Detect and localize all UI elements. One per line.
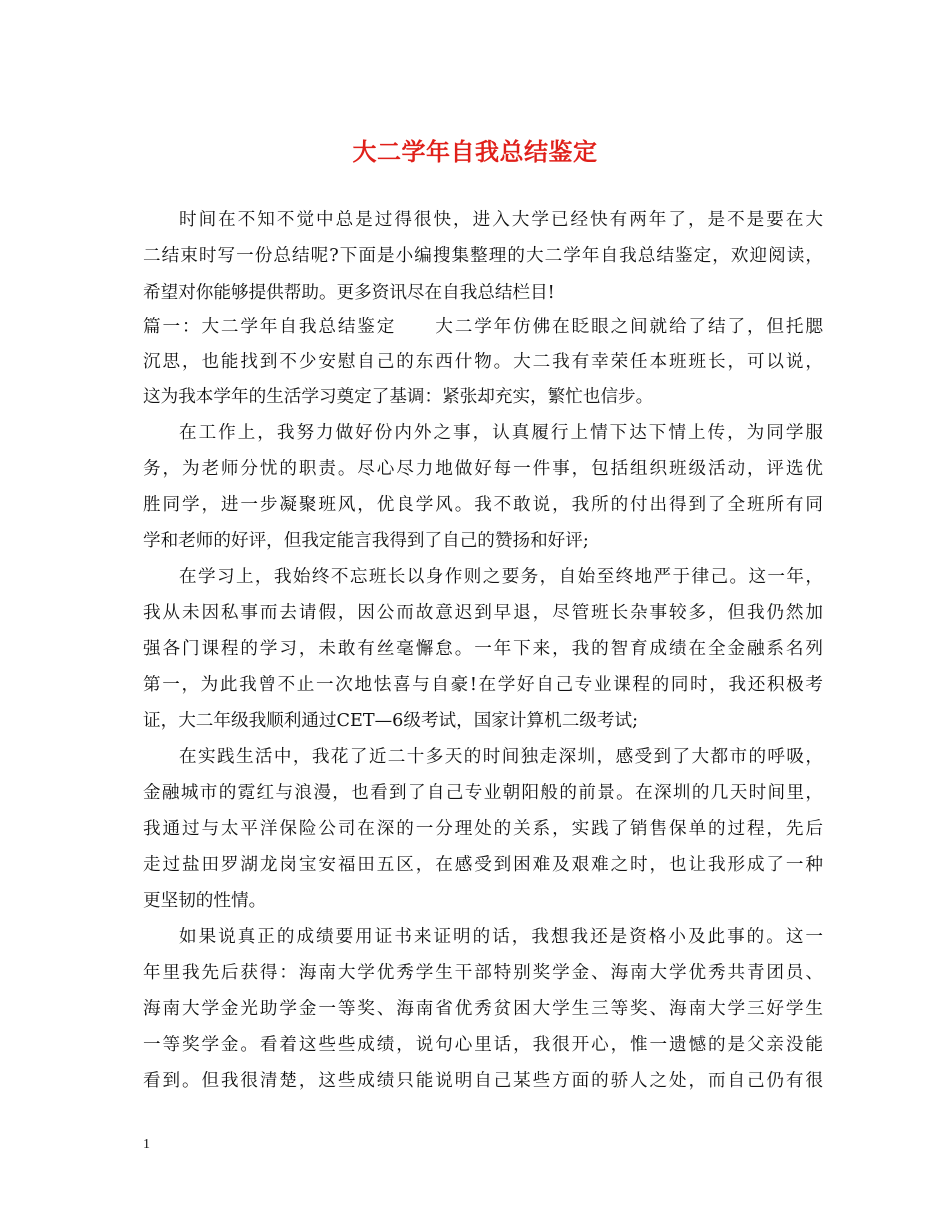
- text-line: 沉思，也能找到不少安慰自己的东西什物。大二我有幸荣任本班班长，可以说，: [143, 352, 823, 372]
- text-line: 金融城市的霓红与浪漫，也看到了自己专业朝阳般的前景。在深圳的几天时间里，: [143, 783, 823, 803]
- text-line: 我从未因私事而去请假，因公而故意迟到早退，尽管班长杂事较多，但我仍然加: [143, 603, 823, 623]
- text-line: 走过盐田罗湖龙岗宝安福田五区，在感受到困难及艰难之时，也让我形成了一种: [143, 855, 823, 875]
- text-line: 胜同学，进一步凝聚班风，优良学风。我不敢说，我所的付出得到了全班所有同: [143, 495, 823, 515]
- text-line: 学和老师的好评，但我定能言我得到了自己的赞扬和好评;: [143, 531, 589, 551]
- text-line: 篇一：大二学年自我总结鉴定 大二学年仿佛在眨眼之间就给了结了，但托腮: [143, 317, 823, 337]
- text-line: 更坚韧的性情。: [143, 891, 267, 911]
- text-line: 海南大学金光助学金一等奖、海南省优秀贫困大学生三等奖、海南大学三好学生: [143, 999, 823, 1019]
- text-line: 在工作上，我努力做好份内外之事，认真履行上情下达下情上传，为同学服: [179, 423, 823, 443]
- text-line: 在学习上，我始终不忘班长以身作则之要务，自始至终地严于律己。这一年，: [179, 567, 823, 587]
- text-line: 希望对你能够提供帮助。更多资讯尽在自我总结栏目!: [143, 283, 555, 303]
- text-line: 这为我本学年的生活学习奠定了基调：紧张却充实，繁忙也信步。: [143, 387, 654, 407]
- text-line: 年里我先后获得：海南大学优秀学生干部特别奖学金、海南大学优秀共青团员、: [143, 963, 823, 983]
- text-line: 第一，为此我曾不止一次地怯喜与自豪!在学好自己专业课程的同时，我还积极考: [143, 675, 823, 695]
- text-line: 一等奖学金。看着这些些成绩，说句心里话，我很开心，惟一遗憾的是父亲没能: [143, 1035, 823, 1055]
- text-line: 务，为老师分忧的职责。尽心尽力地做好每一件事，包括组织班级活动，评选优: [143, 459, 823, 479]
- page-number: 1: [143, 1137, 150, 1152]
- text-line: 我通过与太平洋保险公司在深的一分理处的关系，实践了销售保单的过程，先后: [143, 819, 823, 839]
- document-title: 大二学年自我总结鉴定: [352, 137, 598, 166]
- text-line: 二结束时写一份总结呢?下面是小编搜集整理的大二学年自我总结鉴定，欢迎阅读，: [143, 246, 823, 266]
- text-line: 在实践生活中，我花了近二十多天的时间独走深圳，感受到了大都市的呼吸，: [179, 747, 823, 767]
- text-line: 如果说真正的成绩要用证书来证明的话，我想我还是资格小及此事的。这一: [179, 927, 823, 947]
- text-line: 证，大二年级我顺利通过CET—6级考试，国家计算机二级考试;: [143, 711, 639, 731]
- text-line: 看到。但我很清楚，这些成绩只能说明自己某些方面的骄人之处，而自己仍有很: [143, 1071, 823, 1091]
- text-line: 时间在不知不觉中总是过得很快，进入大学已经快有两年了，是不是要在大: [179, 210, 823, 230]
- text-line: 强各门课程的学习，未敢有丝毫懈怠。一年下来，我的智育成绩在全金融系名列: [143, 639, 823, 659]
